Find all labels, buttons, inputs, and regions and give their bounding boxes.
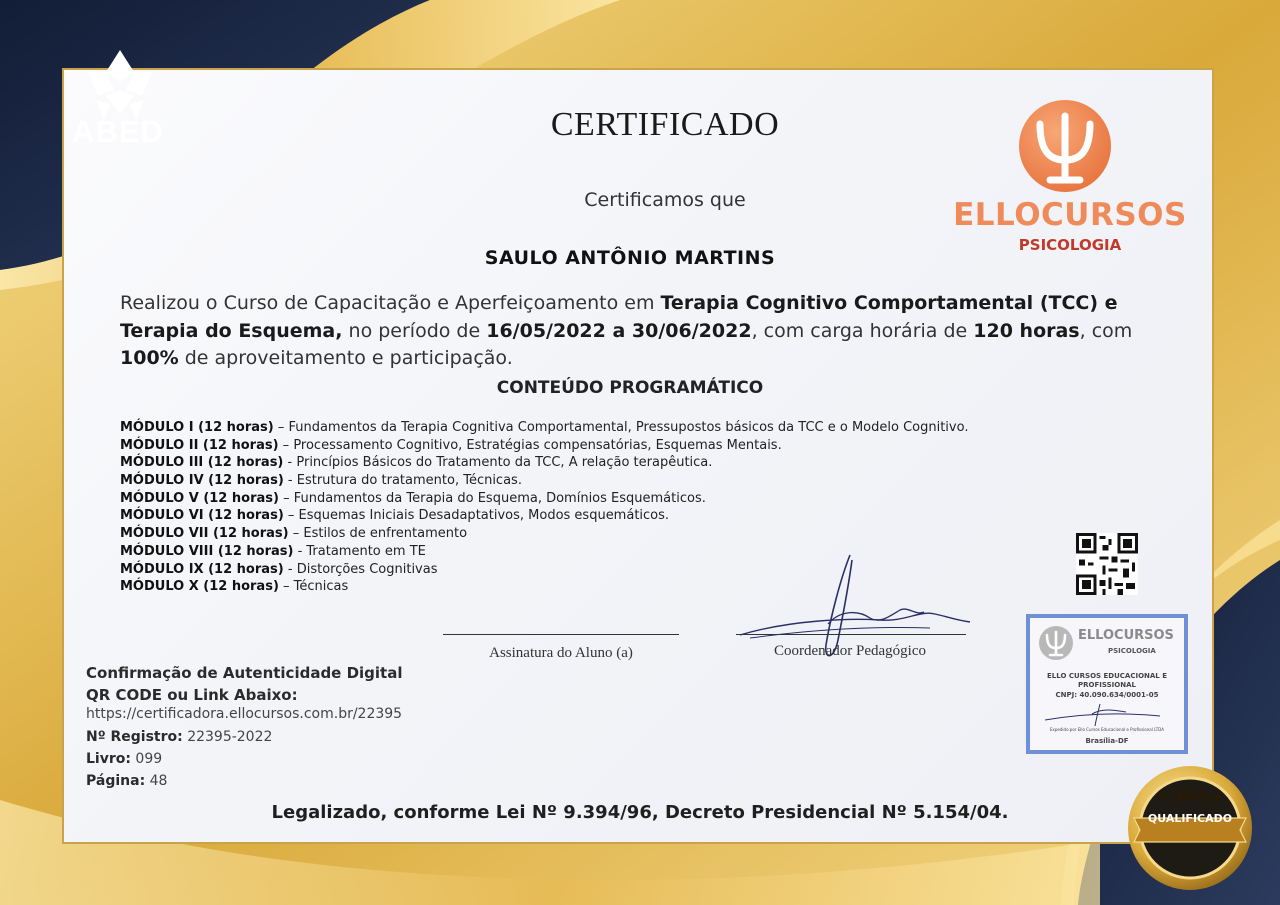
module-label: MÓDULO I (12 horas) [120,420,274,435]
authenticity-title-line: QR CODE ou Link Abaixo: [86,686,298,704]
module-item [120,437,1120,455]
module-item [120,419,1120,437]
seal-label: QUALIFICADO [1147,812,1233,825]
body-text-part: a [605,319,632,342]
ellocursos-subtitle: PSICOLOGIA [1018,236,1122,254]
body-text-part: Realizou o Curso de Capacitação e Aperfeiçoamento em [120,292,661,314]
stamp-name: ELLOCURSOS [1078,628,1174,643]
module-label: MÓDULO VI (12 horas) [120,508,284,524]
module-label: MÓDULO IX (12 horas) [120,561,284,577]
coordinator-signature-label: Coordenador Pedagógico [773,643,927,659]
stamp-cnpj: CNPJ: 40.090.634/0001-05 [1055,691,1159,699]
module-separator: – [278,579,294,595]
performance: 100% [120,347,179,369]
module-text: Estilos de enfrentamento [303,526,468,542]
module-separator: - [283,473,297,489]
module-text: Distorções Cognitivas [296,561,438,577]
course-hours: 120 horas [973,319,1080,342]
legal-notice: Legalizado, conforme Lei Nº 9.394/96, Decreto Presidencial Nº 5.154/04. [271,802,1009,823]
coordinator-signature-line [736,634,966,635]
body-text-part: no período de [342,319,487,342]
module-text: Estrutura do tratamento, Técnicas. [296,473,522,489]
module-separator: - [283,561,297,577]
quality-seal-icon [1124,762,1256,894]
module-separator: - [293,543,307,559]
pagina-label: Página: [86,773,146,789]
module-label: MÓDULO VII (12 horas) [120,526,289,542]
registro-label: Nº Registro: [86,729,183,745]
authenticity-title [86,662,403,706]
pagina-value: 48 [149,773,168,789]
stamp-subtitle: PSICOLOGIA [1108,647,1156,655]
module-separator: – [278,490,294,506]
livro-info [86,751,162,767]
stamp-city: Brasília-DF [1085,737,1129,745]
pagina-info [86,773,167,789]
psi-logo-icon [1010,98,1120,198]
module-separator: – [273,420,289,435]
module-label: MÓDULO VIII (12 horas) [120,543,294,559]
student-signature-label: Assinatura do Aluno (a) [489,645,633,661]
authenticity-title-line: Confirmação de Autenticidade Digital [86,664,403,682]
module-text: Princípios Básicos do Tratamento da TCC, A relação terapêutica. [296,455,713,471]
livro-label: Livro: [86,751,131,767]
end-date: 30/06/2022 [631,319,752,342]
module-item [120,525,1120,543]
module-text: Fundamentos da Terapia do Esquema, Domínios Esquemáticos. [293,490,706,506]
stamp-company: PROFISSIONAL [1078,681,1136,689]
module-separator: – [288,526,304,542]
module-separator: – [278,437,294,453]
module-text: Processamento Cognitivo, Estratégias compensatórias, Esquemas Mentais. [293,437,782,453]
certificate-body [120,290,1180,373]
module-label: MÓDULO IV (12 horas) [120,473,284,489]
ellocursos-name: ELLOCURSOS [953,197,1187,233]
start-date: 16/05/2022 [486,319,606,342]
module-text: Fundamentos da Terapia Cognitiva Comportamental, Pressupostos básicos da TCC e o Modelo Cognitivo. [288,420,969,435]
livro-value: 099 [135,751,163,767]
abed-name: ABED [72,114,164,149]
stamp-company: ELLO CURSOS EDUCACIONAL E [1046,672,1167,680]
course-name: Terapia Cognitivo Comportamental (TCC) e Terapia do Esquema, [120,292,1118,342]
module-text: Tratamento em TE [306,543,426,559]
module-label: MÓDULO V (12 horas) [120,490,279,506]
student-signature-line [443,634,679,635]
seal-percentage: ★100%★ [1155,789,1225,805]
module-label: MÓDULO III (12 horas) [120,455,284,471]
module-separator: – [283,508,299,524]
module-item [120,472,1120,490]
module-text: Esquemas Iniciais Desadaptativos, Modos esquemáticos. [298,508,670,524]
module-item [120,454,1120,472]
module-label: MÓDULO X (12 horas) [120,579,279,595]
module-label: MÓDULO II (12 horas) [120,437,279,453]
module-item [120,507,1120,525]
program-title: CONTEÚDO PROGRAMÁTICO [496,378,764,398]
qr-code-icon[interactable] [1076,533,1138,595]
verification-link[interactable]: https://certificadora.ellocursos.com.br/22395 [86,706,403,722]
certificate-title: CERTIFICADO [550,106,780,143]
module-separator: - [283,455,297,471]
registro-value: 22395-2022 [187,729,273,745]
stamp-psi-icon [1036,624,1080,662]
registro-info [86,729,272,745]
module-item [120,490,1120,508]
body-text-part: , com [1079,319,1133,342]
student-name: SAULO ANTÔNIO MARTINS [484,247,776,269]
body-text-part: de aproveitamento e participação. [178,347,513,369]
stamp-issued-by: Expedido por Ello Cursos Educacional e Profissional LTDA [1050,727,1164,732]
intro-text: Certificamos que [584,189,746,211]
stamp-signature-icon [1040,700,1170,728]
body-text-part: , com carga horária de [751,319,974,342]
module-text: Técnicas [293,579,349,595]
